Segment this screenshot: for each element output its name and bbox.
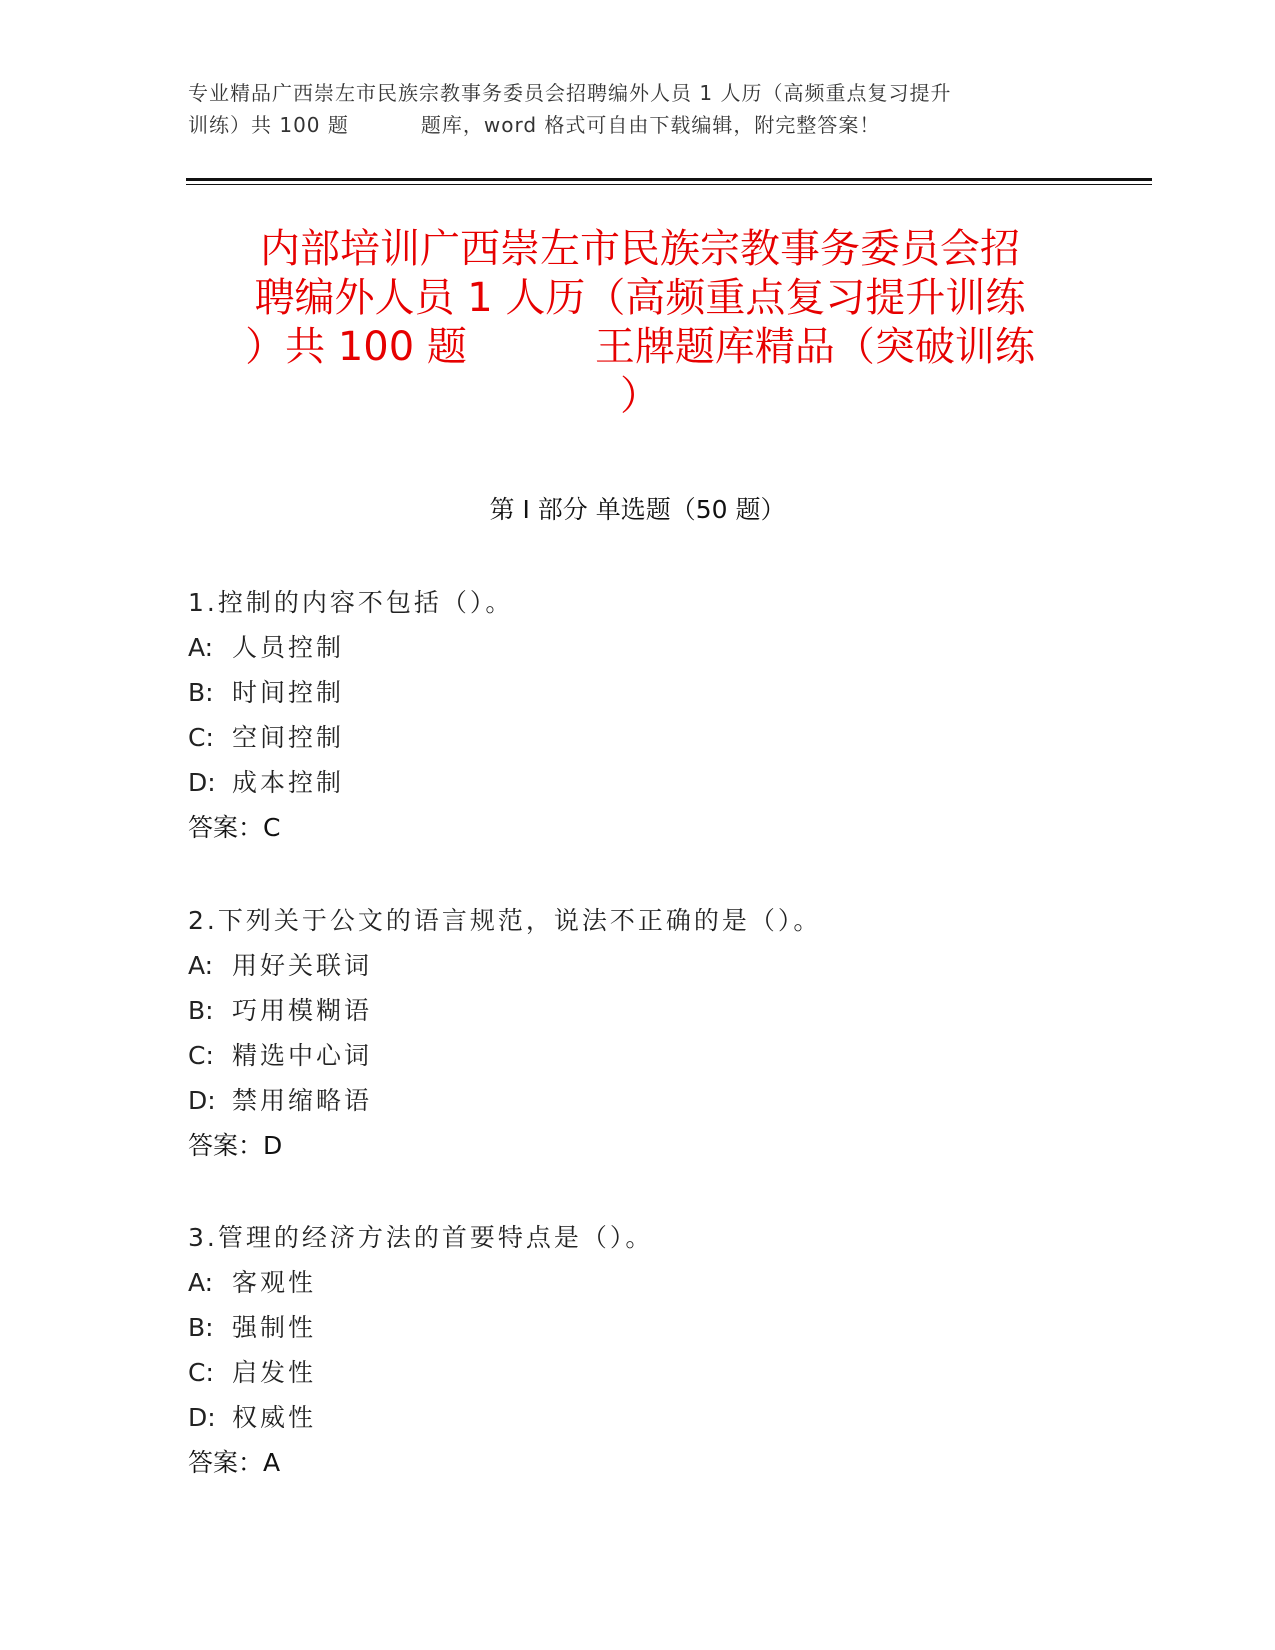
option-text: 成本控制 [232, 768, 345, 797]
option-a [188, 1260, 1088, 1305]
option-d [188, 760, 1088, 805]
option-b [188, 670, 1088, 715]
header-text-line-1 [188, 77, 1088, 106]
header-text-line-2 [188, 109, 1088, 138]
option-letter: D: [188, 768, 216, 797]
title-line-3 [200, 323, 1080, 372]
option-letter: B: [188, 996, 214, 1025]
option-letter: A: [188, 633, 214, 662]
answer-label: 答案：D [188, 1131, 283, 1160]
title-line-2: 聘编外人员 1 人历（高频重点复习提升训练 [254, 275, 1026, 321]
question-3 [188, 1215, 1088, 1485]
title-line-3-left: ）共 100 题 [245, 324, 467, 370]
option-text: 客观性 [232, 1268, 317, 1297]
header-divider-thick [186, 178, 1152, 181]
option-text: 启发性 [232, 1358, 317, 1387]
section-heading: 第 I 部分 单选题（50 题） [489, 495, 786, 524]
option-d [188, 1395, 1088, 1440]
option-letter: A: [188, 951, 214, 980]
header-line2-right: 题库，word 格式可自由下载编辑，附完整答案！ [420, 113, 881, 137]
option-text: 权威性 [232, 1403, 317, 1432]
option-b [188, 988, 1088, 1033]
document-title [200, 225, 1080, 421]
option-text: 强制性 [232, 1313, 317, 1342]
option-text: 精选中心词 [232, 1041, 373, 1070]
option-c [188, 1033, 1088, 1078]
header-divider-thin [186, 184, 1152, 185]
option-a [188, 625, 1088, 670]
answer-label: 答案：A [188, 1448, 281, 1477]
option-letter: C: [188, 723, 214, 752]
option-a [188, 943, 1088, 988]
title-line-3-right: 王牌题库精品（突破训练 [594, 324, 1035, 370]
option-letter: C: [188, 1358, 214, 1387]
header-line1: 专业精品广西崇左市民族宗教事务委员会招聘编外人员 1 人历（高频重点复习提升 [188, 81, 952, 105]
header-line2-left: 训练）共 100 题 [188, 113, 349, 137]
question-stem: 3.管理的经济方法的首要特点是（）。 [188, 1223, 654, 1252]
answer-label: 答案：C [188, 813, 281, 842]
option-text: 空间控制 [232, 723, 345, 752]
question-1 [188, 580, 1088, 850]
option-letter: B: [188, 678, 214, 707]
title-line-1: 内部培训广西崇左市民族宗教事务委员会招 [260, 226, 1020, 272]
question-2 [188, 898, 1088, 1168]
option-letter: D: [188, 1086, 216, 1115]
question-stem: 1.控制的内容不包括（）。 [188, 588, 514, 617]
option-d [188, 1078, 1088, 1123]
option-letter: B: [188, 1313, 214, 1342]
option-b [188, 1305, 1088, 1350]
option-text: 用好关联词 [232, 951, 373, 980]
option-letter: A: [188, 1268, 214, 1297]
option-c [188, 1350, 1088, 1395]
option-c [188, 715, 1088, 760]
option-letter: C: [188, 1041, 214, 1070]
option-letter: D: [188, 1403, 216, 1432]
question-stem: 2.下列关于公文的语言规范，说法不正确的是（）。 [188, 906, 822, 935]
option-text: 禁用缩略语 [232, 1086, 373, 1115]
option-text: 时间控制 [232, 678, 345, 707]
option-text: 巧用模糊语 [232, 996, 373, 1025]
option-text: 人员控制 [232, 633, 345, 662]
title-line-4: ） [620, 373, 660, 419]
